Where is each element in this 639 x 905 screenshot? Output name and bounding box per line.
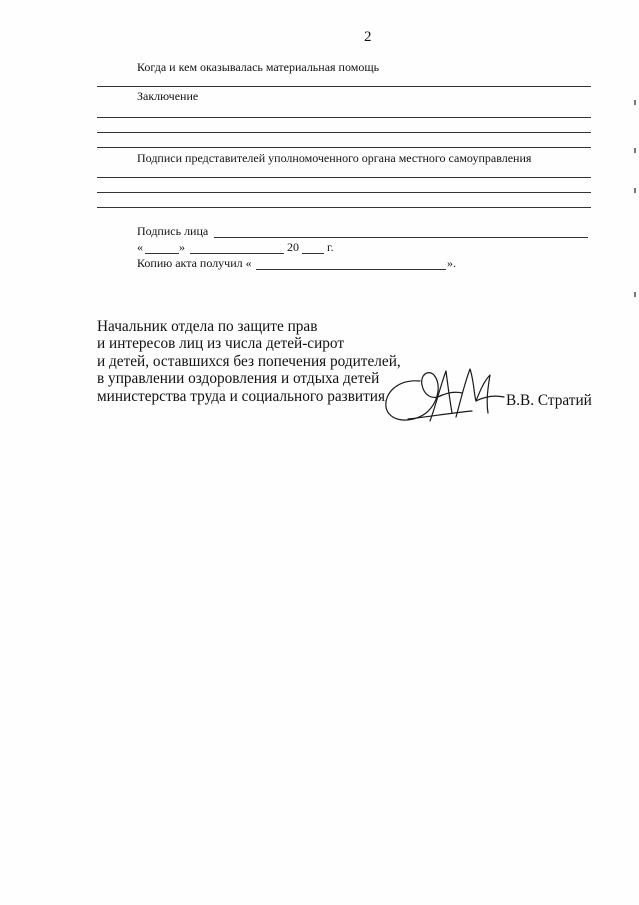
- signatory-title-line: и интересов лиц из числа детей-сирот: [97, 335, 345, 353]
- signatory-name: В.В. Стратий: [506, 392, 592, 409]
- copy-received-line: [256, 269, 446, 270]
- date-year-suffix: г.: [327, 240, 334, 254]
- representatives-line-1: [97, 177, 591, 178]
- conclusion-line-2: [97, 132, 591, 133]
- conclusion-line-3: [97, 147, 591, 148]
- copy-received-label: Копию акта получил «: [137, 256, 252, 270]
- conclusion-label: Заключение: [137, 89, 199, 103]
- scan-mark: [634, 148, 636, 153]
- signatory-title-line: Начальник отдела по защите прав: [97, 318, 318, 335]
- copy-received-end: ».: [447, 256, 456, 270]
- signatory-title-line: и детей, оставшихся без попечения родителей,: [97, 352, 401, 370]
- handwritten-signature: [380, 361, 510, 431]
- scan-mark: [634, 292, 636, 297]
- signatory-title-line: в управлении оздоровления и отдыха детей: [97, 370, 380, 388]
- conclusion-line-1: [97, 117, 591, 118]
- person-signature-line: [214, 237, 588, 238]
- material-help-label: Когда и кем оказывалась материальная помощь: [137, 60, 380, 74]
- date-month-line: [190, 253, 284, 254]
- signatory-title: [97, 318, 401, 405]
- date-year-prefix: 20: [287, 240, 299, 254]
- representatives-signatures-label: Подписи представителей уполномоченного органа местного самоуправления: [137, 151, 532, 165]
- scan-mark: [634, 188, 636, 193]
- date-day-line: [145, 253, 179, 254]
- scan-mark: [634, 100, 636, 105]
- date-close-quote: »: [179, 240, 185, 254]
- date-year-line: [302, 253, 324, 254]
- page-number: 2: [364, 29, 372, 45]
- person-signature-label: Подпись лица: [137, 224, 209, 238]
- signatory-title-line: министерства труда и социального развития: [97, 387, 386, 405]
- date-open-quote: «: [137, 240, 143, 254]
- material-help-line: [97, 86, 591, 87]
- representatives-line-2: [97, 192, 591, 193]
- representatives-line-3: [97, 207, 591, 208]
